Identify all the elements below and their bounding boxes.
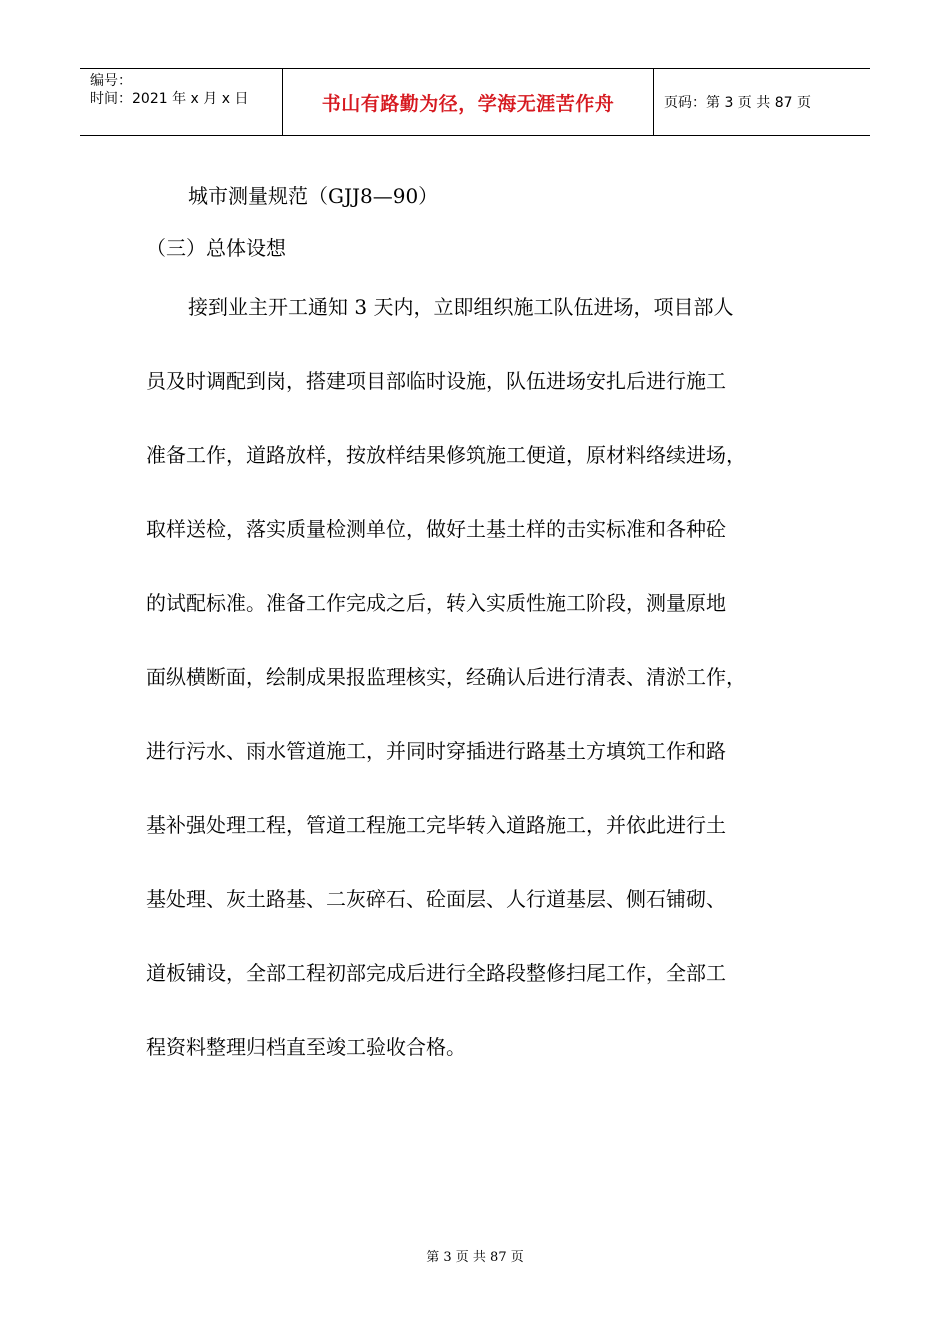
paragraph-line: 基处理、灰土路基、二灰碎石、砼面层、人行道基层、侧石铺砌、 <box>146 887 726 911</box>
header-motto-cell <box>282 69 654 135</box>
header-page-number: 页码：第 3 页 共 87 页 <box>664 95 811 111</box>
paragraph-line: 程资料整理归档直至竣工验收合格。 <box>146 1035 466 1059</box>
paragraph-line: 员及时调配到岗，搭建项目部临时设施，队伍进场安扎后进行施工 <box>146 369 726 393</box>
paragraph-line: 的试配标准。准备工作完成之后，转入实质性施工阶段，测量原地 <box>146 591 726 615</box>
paragraph-line: 接到业主开工通知 3 天内，立即组织施工队伍进场，项目部人 <box>188 295 734 319</box>
paragraph-line: 道板铺设，全部工程初部完成后进行全路段整修扫尾工作，全部工 <box>146 961 726 985</box>
paragraph-line: 进行污水、雨水管道施工，并同时穿插进行路基土方填筑工作和路 <box>146 739 726 763</box>
body-paragraph <box>146 290 826 1104</box>
paragraph-line: 基补强处理工程，管道工程施工完毕转入道路施工，并依此进行土 <box>146 813 726 837</box>
header-motto: 书山有路勤为径，学海无涯苦作舟 <box>321 92 615 115</box>
standard-reference-line: 城市测量规范（GJJ8—90） <box>188 184 439 208</box>
header-meta <box>80 69 282 135</box>
document-date-label: 时间：2021 年 x 月 x 日 <box>90 91 249 107</box>
document-number-label: 编号： <box>90 73 132 89</box>
paragraph-line: 准备工作，道路放样，按放样结果修筑施工便道，原材料络续进场， <box>146 443 746 467</box>
page-header <box>80 68 870 136</box>
header-page-cell <box>654 69 870 135</box>
paragraph-line: 面纵横断面，绘制成果报监理核实，经确认后进行清表、清淤工作， <box>146 665 746 689</box>
paragraph-line: 取样送检，落实质量检测单位，做好土基土样的击实标准和各种砼 <box>146 517 726 541</box>
section-heading: （三）总体设想 <box>146 236 286 260</box>
page-footer: 第 3 页 共 87 页 <box>426 1250 524 1265</box>
